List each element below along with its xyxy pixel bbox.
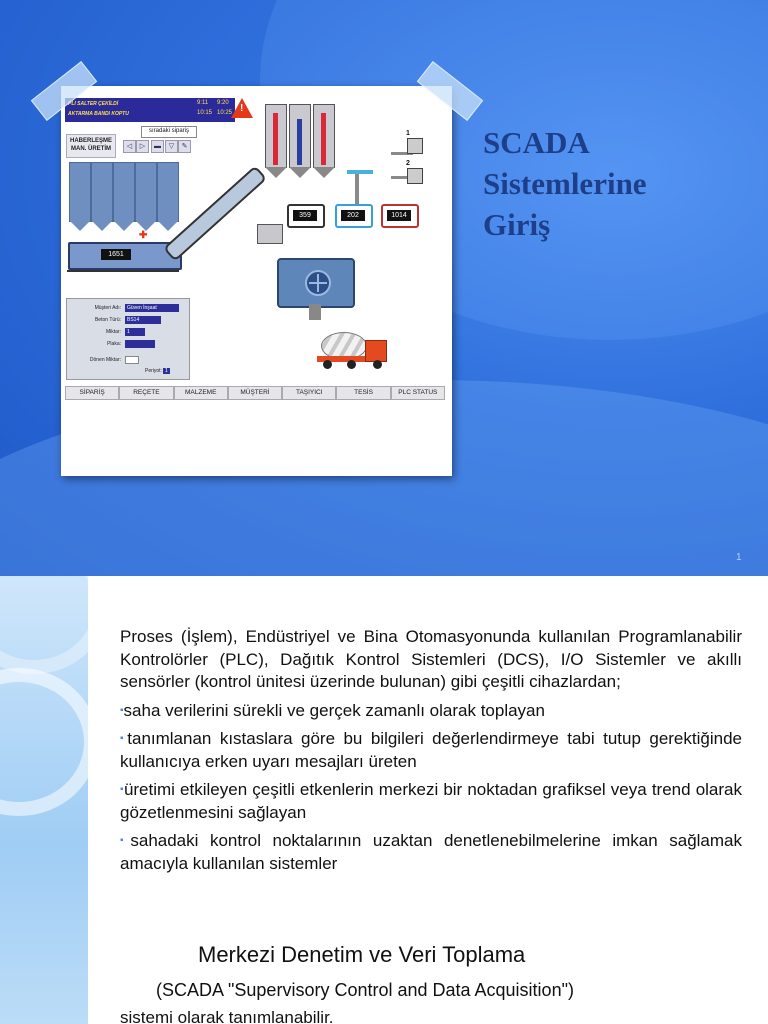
bullet-text: tanımlanan kıstaslara göre bu bilgileri değerlendirmeye tabi tutup gerektiğinde kullanıcıya erken uyarı mesajları üreten: [120, 729, 742, 771]
time: 10:25: [217, 110, 233, 116]
filter-icon[interactable]: ▽: [165, 140, 178, 153]
bullet-item: [120, 830, 742, 875]
additive-scale: [381, 204, 419, 228]
plate-field[interactable]: [125, 340, 155, 348]
additive-scale-readout: 1014: [387, 210, 411, 221]
arrow-down-icon: ✚: [139, 230, 148, 241]
water-pipe: [347, 170, 373, 174]
bullet-item: [120, 728, 742, 773]
bullet-item: [120, 779, 742, 824]
cement-silo: [313, 104, 335, 168]
form-label: Miktar:: [106, 329, 121, 335]
time: 9:20: [217, 100, 229, 106]
bullet-text: saha verilerini sürekli ve gerçek zamanlı olarak toplayan: [123, 700, 545, 720]
tab-malzeme[interactable]: MALZEME: [174, 386, 228, 400]
form-row: [69, 340, 187, 349]
cement-silo: [289, 104, 311, 168]
aggregate-bin: [91, 162, 113, 222]
mixer-icon: [305, 270, 331, 296]
form-row: [69, 304, 187, 313]
tank-number: 1: [406, 130, 410, 137]
bullet-icon: ▪: [120, 835, 131, 846]
time: 10:15: [197, 110, 213, 116]
mode-label-1: HABERLEŞME: [69, 138, 112, 144]
tank-number: 2: [406, 160, 410, 167]
slide-title: [483, 122, 743, 245]
period-label: Periyot:: [145, 368, 162, 374]
decorative-ring: [0, 668, 98, 816]
period-field: [145, 368, 170, 374]
form-row: [69, 328, 187, 337]
form-label: Plaka:: [107, 341, 121, 347]
tab-siparis[interactable]: SİPARİŞ: [65, 386, 119, 400]
edit-icon[interactable]: ✎: [178, 140, 191, 153]
amount-field[interactable]: 1: [125, 328, 145, 336]
water-scale-readout: 202: [341, 210, 365, 221]
period-value[interactable]: 1: [164, 368, 168, 374]
bullet-item: [120, 700, 742, 723]
tab-tesis[interactable]: TESİS: [336, 386, 390, 400]
concrete-type-field[interactable]: BS14: [125, 316, 161, 324]
page-number: 1: [736, 552, 742, 563]
tab-musteri[interactable]: MÜŞTERİ: [228, 386, 282, 400]
truck-icon[interactable]: ▬: [151, 140, 164, 153]
water-pipe: [355, 170, 359, 204]
cement-scale: [287, 204, 325, 228]
discharge-chute: [309, 304, 321, 320]
cement-silo: [265, 104, 287, 168]
form-label: Dönen Miktar:: [89, 357, 121, 363]
aggregate-bin: [157, 162, 179, 222]
definition-heading: Merkezi Denetim ve Veri Toplama: [198, 942, 526, 967]
mode-panel[interactable]: [66, 134, 116, 158]
additive-tank-1: [406, 130, 423, 154]
bullet-icon: ▪: [120, 704, 124, 716]
title-line: Sistemlerine: [483, 166, 647, 201]
skip-hopper: [257, 224, 283, 244]
tab-plc-status[interactable]: PLC STATUS: [391, 386, 445, 400]
aggregate-bin: [135, 162, 157, 222]
next-icon[interactable]: ▷: [136, 140, 149, 153]
alarm-times: [195, 98, 235, 122]
mode-label-2: MAN. ÜRETİM: [71, 146, 111, 152]
bullet-text: üretimi etkileyen çeşitli etkenlerin merkezi bir noktadan grafiksel veya trend olarak gözetlenmesini sağlayan: [120, 780, 742, 822]
intro-paragraph: Proses (İşlem), Endüstriyel ve Bina Otomasyonunda kullanılan Programlanabilir Kontrolörler (PLC), Dağıtık Kontrol Sistemleri (DCS), I/O Sistemler ve akıllı sensörler (kontrol ünitesi üzerinde bulunan) gibi çeşitli cihazlardan;: [120, 627, 742, 691]
form-row: [69, 316, 187, 325]
bullet-icon: ▪: [120, 784, 124, 795]
warning-icon: !: [231, 98, 253, 118]
slide-body: [120, 626, 742, 881]
aggregate-bin: [113, 162, 135, 222]
mixer-truck: [313, 332, 393, 370]
prev-icon[interactable]: ◁: [123, 140, 136, 153]
order-form: [66, 298, 190, 380]
title-line: Giriş: [483, 207, 551, 242]
bullet-text: sahadaki kontrol noktalarının uzaktan denetlenebilmelerine imkan sağlamak amacıyla kullanılan sistemler: [120, 831, 742, 873]
form-label: Müşteri Adı:: [94, 305, 121, 311]
customer-field[interactable]: Güven İnşaat: [125, 304, 179, 312]
decorative-ring: [0, 576, 108, 674]
water-scale: [335, 204, 373, 228]
queue-order-button[interactable]: sıradaki sipariş: [141, 126, 197, 138]
alarm-line-1: PLI SALTER ÇEKİLDİ: [68, 101, 119, 107]
additive-tank-2: [406, 160, 423, 184]
form-label: Beton Türü:: [94, 317, 121, 323]
alarm-line-2: AKTARMA BANDI KOPTU: [68, 111, 129, 117]
scada-tab-bar: [65, 386, 445, 400]
cement-scale-readout: 359: [293, 210, 317, 221]
title-line: SCADA: [483, 125, 590, 160]
aggregate-bin: [69, 162, 91, 222]
slide-2: [0, 576, 768, 1024]
bullet-icon: ▪: [120, 733, 128, 744]
tab-recete[interactable]: REÇETE: [119, 386, 173, 400]
aggregate-scale-readout: 1651: [101, 249, 131, 260]
tab-tasiyici[interactable]: TAŞIYICI: [282, 386, 336, 400]
form-row: [69, 356, 187, 365]
scada-screenshot: [61, 86, 452, 476]
acronym-expansion: (SCADA "Supervisory Control and Data Acquisition"): [156, 980, 574, 1000]
concrete-mixer: [277, 258, 355, 308]
closing-line: sistemi olarak tanımlanabilir.: [120, 1008, 334, 1024]
time: 9:11: [197, 100, 209, 106]
returned-amount-field[interactable]: [125, 356, 139, 364]
decorative-sidebar: [0, 576, 88, 1024]
